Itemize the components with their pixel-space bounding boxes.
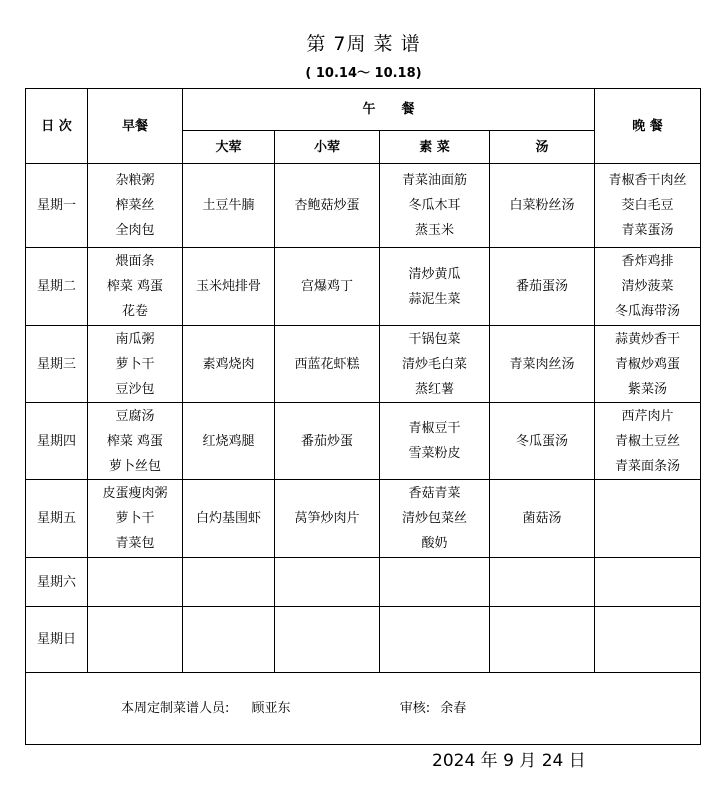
dish-item: 青椒炒鸡蛋 [615,356,681,372]
big-meat-cell [183,607,275,673]
issue-date: 2024 年 9 月 24 日 [432,751,586,771]
header-dinner: 晚 餐 [595,89,701,164]
dinner-cell [595,403,701,480]
header-day: 日 次 [26,89,88,164]
big-meat-cell [183,248,275,326]
soup-cell [490,326,595,403]
dish-item: 萝卜丝包 [108,458,161,474]
small-meat-cell [275,326,380,403]
dish-item: 玉米炖排骨 [195,279,261,294]
dish-item: 煨面条 [115,254,155,269]
day-cell: 星期五 [26,480,88,558]
vegetable-cell [380,480,490,558]
big-meat-cell [183,403,275,480]
breakfast-cell [88,607,183,673]
dish-item: 杏鲍菇炒蛋 [294,198,360,213]
breakfast-cell [88,480,183,558]
dinner-cell [595,326,701,403]
menu-table [25,88,701,745]
dish-item: 白灼基围虾 [195,511,261,526]
big-meat-cell [183,558,275,607]
dish-item: 南瓜粥 [115,331,155,347]
soup-cell [490,403,595,480]
vegetable-cell [380,326,490,403]
dish-item: 紫菜汤 [628,381,668,397]
dish-item: 青菜蛋汤 [621,223,674,238]
dish-item: 青菜油面筋 [401,173,467,188]
dish-item: 雪菜粉皮 [408,446,461,461]
dish-item: 番茄炒蛋 [300,433,353,449]
dish-item: 香炸鸡排 [621,254,674,269]
maker-label: 本周定制菜谱人员: [121,701,230,716]
small-meat-cell [275,248,380,326]
dish-item: 白菜粉丝汤 [509,198,575,213]
table-row [26,326,701,403]
dinner-cell [595,607,701,673]
soup-cell [490,607,595,673]
table-row [26,558,701,607]
dish-item: 冬瓜木耳 [408,198,461,213]
breakfast-cell [88,326,183,403]
big-meat-cell [183,480,275,558]
breakfast-cell [88,164,183,248]
dish-item: 西蓝花虾糕 [294,356,360,372]
dish-item: 西芹肉片 [621,408,674,424]
dish-item: 青菜面条汤 [615,458,681,474]
soup-cell [490,248,595,326]
small-meat-cell [275,480,380,558]
date-range: ( 10.14～ 10.18) [305,66,422,81]
day-cell: 星期四 [26,403,88,480]
dish-item: 冬瓜蛋汤 [516,433,569,449]
page-title: 第 7周 菜 谱 [306,33,421,55]
dish-item: 蒜黄炒香干 [615,331,681,347]
table-row [26,248,701,326]
dinner-cell [595,164,701,248]
vegetable-cell [380,248,490,326]
dish-item: 全肉包 [115,223,155,238]
dish-item: 蒜泥生菜 [408,291,461,307]
breakfast-cell [88,558,183,607]
dish-item: 宫爆鸡丁 [300,279,353,294]
big-meat-cell [183,164,275,248]
dish-item: 萝卜干 [115,511,155,526]
dish-item: 冬瓜海带汤 [615,304,681,319]
dish-item: 红烧鸡腿 [202,433,255,449]
day-cell: 星期二 [26,248,88,326]
vegetable-cell [380,164,490,248]
header-vegetable: 素 菜 [380,131,490,164]
table-row [26,607,701,673]
dish-item: 榨菜丝 [115,198,155,213]
dish-item: 菌菇汤 [522,511,562,526]
dish-item: 清炒毛白菜 [401,356,467,372]
header-breakfast: 早餐 [88,89,183,164]
dish-item: 花卷 [121,304,148,319]
dinner-cell [595,248,701,326]
small-meat-cell [275,403,380,480]
dish-item: 皮蛋瘦肉粥 [102,486,168,501]
dish-item: 香菇青菜 [408,486,461,501]
dish-item: 茭白毛豆 [621,198,674,213]
small-meat-cell [275,607,380,673]
vegetable-cell [380,403,490,480]
dish-item: 青椒豆干 [408,421,461,436]
table-row [26,480,701,558]
soup-cell [490,164,595,248]
dish-item: 干锅包菜 [408,331,461,347]
dish-item: 莴笋炒肉片 [294,511,360,526]
breakfast-cell [88,403,183,480]
dish-item: 豆沙包 [115,381,155,397]
dish-item: 萝卜干 [115,356,155,372]
small-meat-cell [275,558,380,607]
day-cell: 星期三 [26,326,88,403]
table-row [26,164,701,248]
dish-item: 青椒香干肉丝 [608,173,687,188]
dish-item: 榨菜 鸡蛋 [106,279,164,294]
dish-item: 酸奶 [421,536,448,551]
header-soup: 汤 [490,131,595,164]
dish-item: 番茄蛋汤 [516,279,569,294]
soup-cell [490,558,595,607]
day-cell: 星期日 [26,607,88,673]
dish-item: 青菜肉丝汤 [509,356,575,372]
dish-item: 蒸玉米 [414,223,454,238]
dish-item: 豆腐汤 [115,408,155,424]
dish-item: 杂粮粥 [115,173,155,188]
dish-item: 蒸红薯 [414,381,454,397]
header-big-meat: 大荤 [183,131,275,164]
dish-item: 青椒土豆丝 [615,433,681,449]
dish-item: 清炒黄瓜 [408,266,461,282]
soup-cell [490,480,595,558]
vegetable-cell [380,558,490,607]
header-lunch: 午 餐 [183,89,595,131]
dish-item: 榨菜 鸡蛋 [106,433,164,449]
table-row [26,403,701,480]
reviewer-label: 审核: [399,701,431,716]
breakfast-cell [88,248,183,326]
vegetable-cell [380,607,490,673]
dish-item: 素鸡烧肉 [202,356,255,372]
reviewer-name: 余春 [440,701,467,716]
maker-name: 顾亚东 [251,701,291,716]
dish-item: 清炒包菜丝 [401,511,467,526]
signature-row [26,673,701,745]
small-meat-cell [275,164,380,248]
day-cell: 星期六 [26,558,88,607]
dish-item: 清炒菠菜 [621,279,674,294]
big-meat-cell [183,326,275,403]
dinner-cell [595,558,701,607]
dish-item: 青菜包 [115,536,155,551]
dish-item: 土豆牛腩 [202,198,255,213]
dinner-cell [595,480,701,558]
day-cell: 星期一 [26,164,88,248]
header-small-meat: 小荤 [275,131,380,164]
